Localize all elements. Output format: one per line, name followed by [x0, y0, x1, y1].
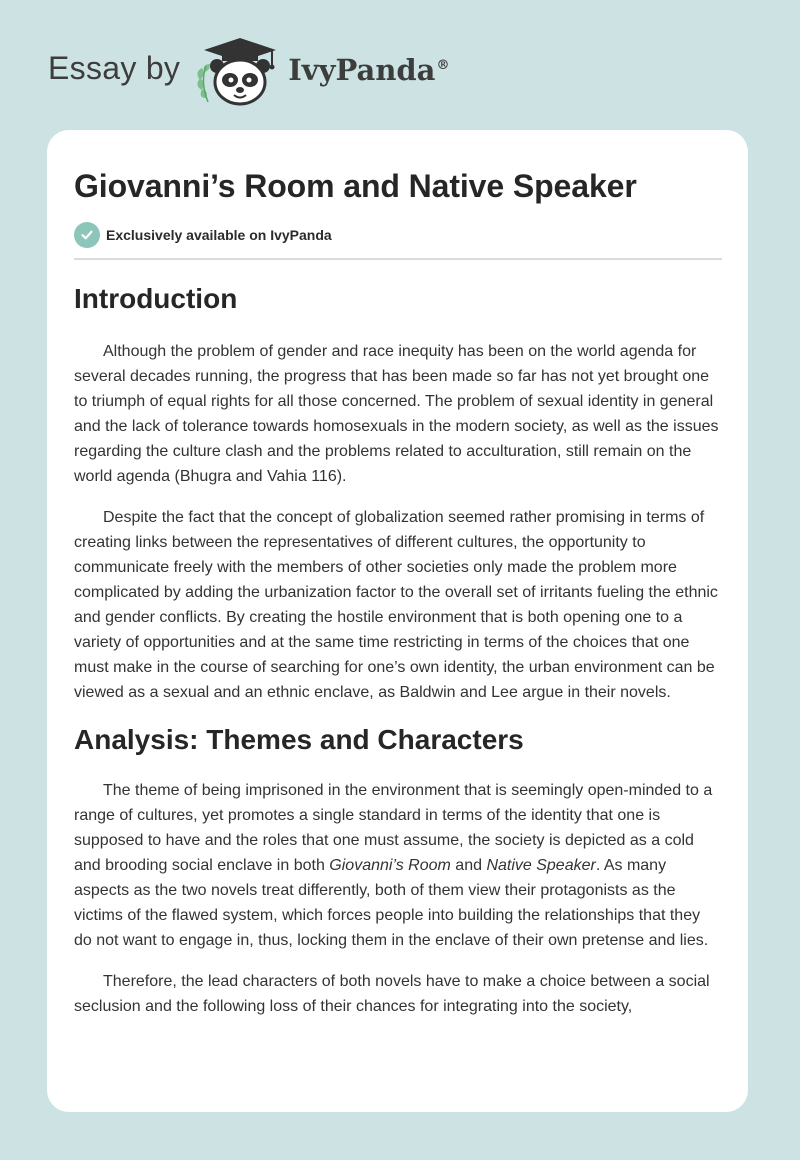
registered-mark: ® [436, 57, 450, 73]
section-heading-introduction: Introduction [74, 283, 238, 314]
site-header [0, 0, 800, 130]
exclusive-badge [74, 222, 722, 248]
essay-by-label: Essay by [48, 50, 181, 86]
paragraph-text: and [450, 857, 487, 874]
exclusive-label: Exclusively available on IvyPanda [106, 227, 332, 243]
brand-logo[interactable] [48, 36, 449, 108]
body-paragraph: Therefore, the lead characters of both novels have to make a choice between a social seclusion and the following loss of their chances for integrating into the society, [74, 973, 710, 1015]
book-title-giovannis-room: Giovanni’s Room [329, 857, 451, 874]
body-paragraph: Despite the fact that the concept of globalization seemed rather promising in terms of creating links between the representatives of different cultures, the opportunity to communicate freely with the members of other societies only made the problem more complicated by adding the urbanization factor to the overall set of irritants fueling the ethnic and gender conflicts. By creating the hostile environment that is both opening one to a variety of opportunities and at the same time restricting in terms of the choices that one must make in the course of searching for one’s own identity, the urban environment can be viewed as a sexual and an ethnic enclave, as Baldwin and Lee argue in their novels. [74, 509, 718, 701]
brand-name: IvyPanda® [288, 52, 450, 87]
title-divider [74, 258, 722, 260]
section-heading-analysis: Analysis: Themes and Characters [74, 724, 524, 755]
panda-graduate-icon [192, 36, 282, 108]
body-paragraph [74, 778, 722, 953]
paragraph-text: . As many aspects as the two novels treat differently, both of them view their protagonists as the victims of the flawed system, which forces people into building the relationships that they do not want to engage in, thus, locking them in the enclave of their own pretense and lies. [74, 857, 709, 949]
paragraph-text: The theme of being imprisoned in the environment that is seemingly open-minded to a range of cultures, yet promotes a single standard in terms of the identity that one is supposed to have and the roles that one must assume, the society is depicted as a cold and brooding social enclave in both [74, 782, 713, 874]
essay-card [47, 130, 748, 1112]
book-title-native-speaker: Native Speaker [486, 857, 596, 874]
essay-title: Giovanni’s Room and Native Speaker [74, 168, 637, 204]
checkmark-icon [74, 222, 100, 248]
body-paragraph: Although the problem of gender and race inequity has been on the world agenda for several decades running, the progress that has been made so far has not yet brought one to triumph of equal rights for all those concerned. The problem of sexual identity in general and the lack of tolerance towards homosexuals in the modern society, as well as the issues regarding the culture clash and the problems related to acculturation, still remain on the world agenda (Bhugra and Vahia 116). [74, 343, 719, 485]
